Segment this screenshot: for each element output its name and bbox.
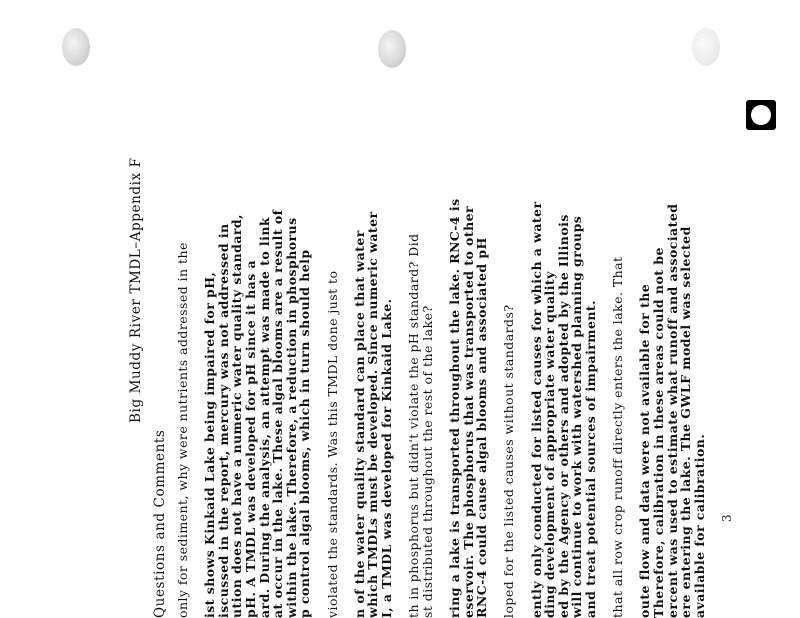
body-line: only for sediment, why were nutrients addressed in the — [175, 242, 190, 618]
body-line: and treat potential sources of impairment. — [583, 300, 598, 618]
body-line: within the lake. Therefore, a reduction in phosphorus — [283, 217, 299, 618]
body-line: oute flow and data were not available for the — [637, 283, 653, 618]
body-line: p control algal blooms, which in turn should help — [297, 249, 313, 618]
body-line: ution does not have a numeric water quality standard, — [229, 214, 245, 618]
punch-hole-right — [692, 28, 720, 66]
body-line: ere entering the lake. The GWLF model was selected — [678, 226, 694, 618]
body-line: st distributed throughout the rest of the lake? — [419, 305, 435, 618]
body-line: I, a TMDL was developed for Kinkaid Lake. — [379, 298, 394, 618]
body-line: violated the standards. Was this TMDL done just to — [324, 270, 340, 618]
body-line: eservoir. The phosphorus that was transported to other — [460, 205, 476, 618]
page-number: 3 — [720, 514, 734, 522]
body-line: pH. A TMDL was developed for pH since it has a — [243, 259, 258, 618]
body-line: iscussed in the report, mercury was not addressed in — [215, 223, 231, 618]
body-line: Therefore, calibration in these areas could not be — [651, 247, 666, 618]
body-line: ently only conducted for listed causes for which a water — [528, 201, 544, 618]
body-line: which TMDLs must be developed. Since numeric water — [365, 211, 381, 618]
body-line: th in phosphorus but didn't violate the pH standard? Did — [406, 233, 422, 618]
body-line: will continue to work with watershed planning groups — [569, 215, 585, 618]
body-line: ding development of appropriate water quality — [542, 271, 558, 618]
body-line: ist shows Kinkaid Lake being impaired for pH, — [202, 271, 218, 618]
punch-hole-left — [62, 28, 90, 66]
body-line: ercent was used to estimate what runoff and associated — [664, 203, 680, 618]
body-line: that all row crop runoff directly enters the lake. That — [610, 256, 626, 618]
body-line: ed by the Agency or others and adopted by the Illinois — [555, 214, 571, 618]
document-page — [120, 58, 734, 618]
body-line: ard. During the analysis, an attempt was made to link — [256, 217, 272, 618]
section-title: Questions and Comments — [152, 429, 168, 618]
registration-marker-icon — [746, 100, 776, 130]
body-line: loped for the listed causes without standards? — [501, 304, 517, 618]
body-line: ring a lake is transported throughout the lake. RNC-4 is — [447, 198, 462, 618]
page-header: Big Muddy River TMDL–Appendix F — [128, 157, 144, 423]
body-line: RNC-4 could cause algal blooms and associated pH — [474, 237, 490, 618]
body-line: n of the water quality standard can place that water — [351, 230, 367, 618]
body-line: available for calibration. — [691, 433, 707, 618]
body-line: at occur in the lake. These algal blooms are a result of — [270, 209, 286, 618]
